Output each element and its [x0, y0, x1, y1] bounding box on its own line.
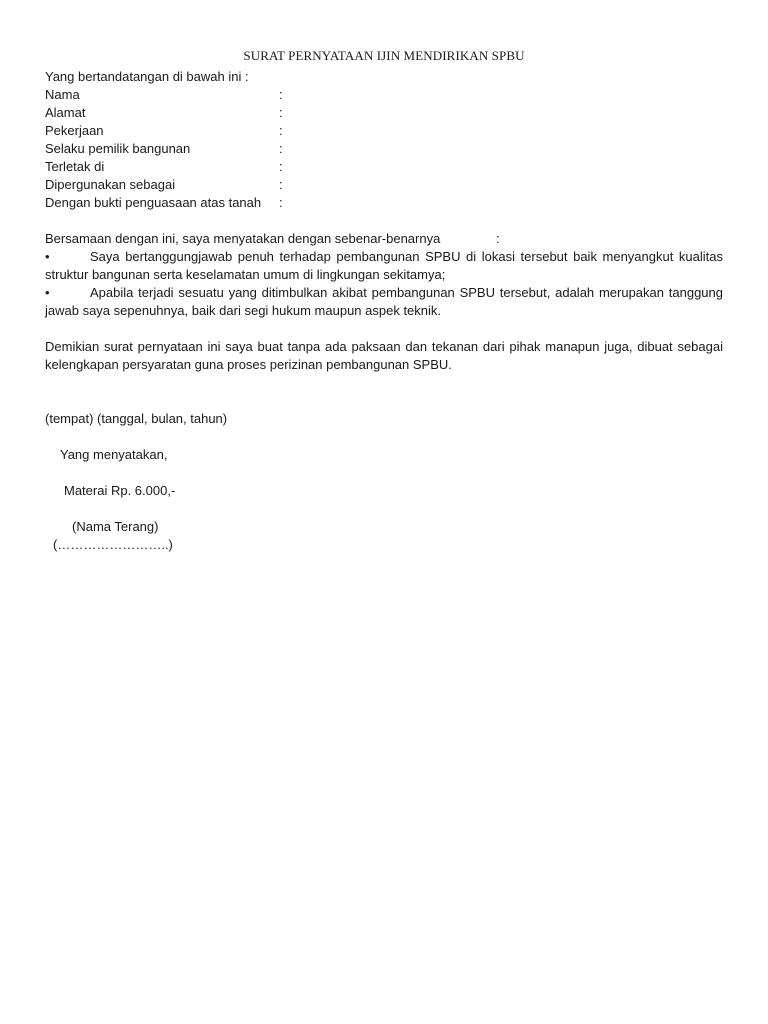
spacer — [45, 374, 723, 392]
field-row-pemilik — [45, 140, 723, 158]
bullet-text: Saya bertanggungjawab penuh terhadap pembangunan SPBU di lokasi tersebut baik menyangkut kualitas struktur bangunan serta keselamatan umum di lingkungan sekitamya; — [45, 249, 723, 282]
field-label: Nama — [45, 87, 80, 102]
bullet-icon: • — [45, 285, 50, 300]
field-label: Selaku pemilik bangunan — [45, 141, 191, 156]
name-label: (Nama Terang) — [72, 519, 159, 534]
stamp-label: Materai Rp. 6.000,- — [64, 483, 176, 498]
field-row-bukti-tanah — [45, 194, 723, 212]
field-label: Pekerjaan — [45, 123, 104, 138]
declaration-colon: : — [496, 231, 500, 246]
identity-fields — [45, 86, 723, 212]
declaration-lead-text: Bersamaan dengan ini, saya menyatakan dengan sebenar-benarnya — [45, 231, 441, 246]
bullet-icon: • — [45, 249, 50, 264]
declaration-bullet — [45, 248, 723, 284]
field-row-alamat — [45, 104, 723, 122]
field-label: Dengan bukti penguasaan atas tanah — [45, 195, 262, 210]
field-colon: : — [279, 195, 283, 210]
signatory-label: Yang menyatakan, — [60, 447, 168, 462]
name-blank: (……………………..) — [53, 537, 173, 552]
field-colon: : — [279, 141, 283, 156]
field-row-lokasi — [45, 158, 723, 176]
closing-paragraph: Demikian surat pernyataan ini saya buat tanpa ada paksaan dan tekanan dari pihak manapun juga, dibuat sebagai kelengkapan persyaratan guna proses perizinan pembangunan SPBU. — [45, 339, 723, 372]
spacer — [45, 212, 723, 230]
field-row-pekerjaan — [45, 122, 723, 140]
declaration-lead — [45, 230, 723, 248]
declaration-bullet — [45, 284, 723, 320]
field-colon: : — [279, 123, 283, 138]
document-title: SURAT PERNYATAAN IJIN MENDIRIKAN SPBU — [243, 48, 525, 63]
spacer — [45, 320, 723, 338]
field-row-nama — [45, 86, 723, 104]
field-colon: : — [279, 159, 283, 174]
field-colon: : — [279, 87, 283, 102]
field-colon: : — [279, 105, 283, 120]
spacer — [45, 464, 723, 482]
place-date: (tempat) (tanggal, bulan, tahun) — [45, 411, 228, 426]
intro-text: Yang bertandatangan di bawah ini : — [45, 69, 249, 84]
spacer — [45, 428, 723, 446]
spacer — [45, 392, 723, 410]
field-colon: : — [279, 177, 283, 192]
document-page — [45, 44, 723, 554]
field-label: Alamat — [45, 105, 86, 120]
field-label: Terletak di — [45, 159, 105, 174]
field-row-penggunaan — [45, 176, 723, 194]
bullet-text: Apabila terjadi sesuatu yang ditimbulkan akibat pembangunan SPBU tersebut, adalah merupakan tanggung jawab saya sepenuhnya, baik dari segi hukum maupun aspek teknik. — [45, 285, 723, 318]
spacer — [45, 500, 723, 518]
field-label: Dipergunakan sebagai — [45, 177, 176, 192]
